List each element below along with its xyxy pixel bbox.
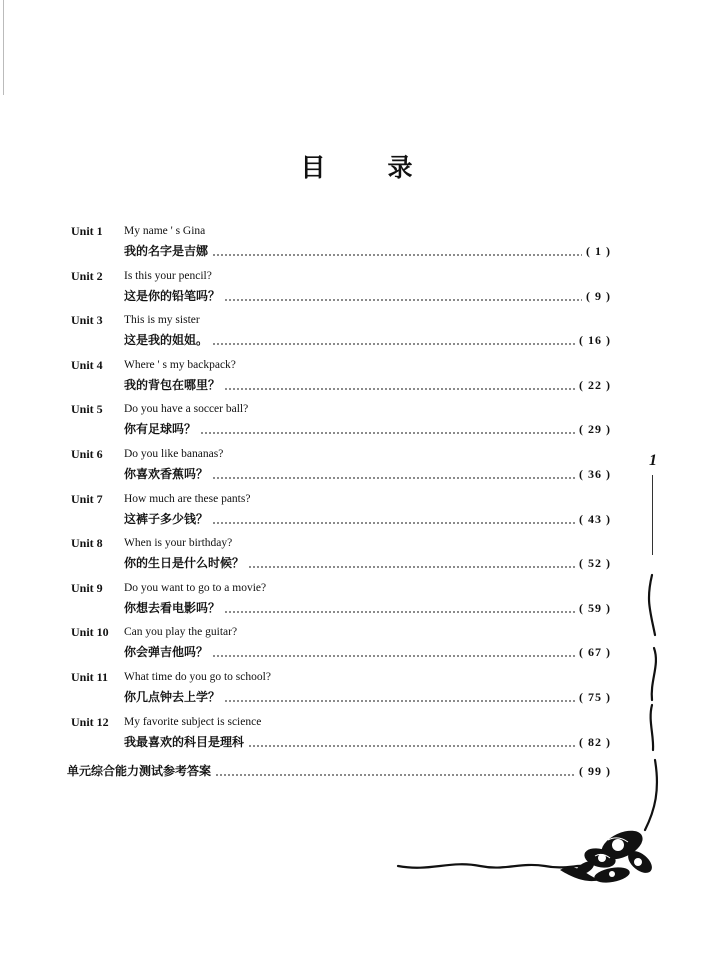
unit-english-title: Can you play the guitar? — [124, 626, 238, 639]
unit-page-number: ( 75 ) — [579, 690, 611, 704]
unit-label: Unit 9 — [71, 580, 103, 595]
unit-label: Unit 1 — [71, 224, 103, 238]
unit-english-title: My favorite subject is science — [124, 715, 262, 728]
unit-english-title: What time do you go to school? — [124, 671, 271, 683]
unit-chinese-title: 这是我的姐姐。 — [124, 333, 209, 348]
unit-label: Unit 2 — [71, 268, 103, 283]
unit-chinese-title: 我的背包在哪里？ — [124, 377, 221, 392]
unit-chinese-title: 我最喜欢的科目是理科 — [124, 734, 245, 749]
unit-english-title: Do you have a soccer ball? — [124, 403, 249, 416]
unit-english-title: Where ' s my backpack? — [124, 358, 236, 371]
unit-chinese-title: 你想去看电影吗？ — [124, 600, 221, 615]
unit-page-number: ( 22 ) — [579, 377, 611, 392]
unit-english-title: Do you want to go to a movie? — [124, 581, 267, 594]
unit-label: Unit 3 — [71, 313, 103, 328]
unit-page-number: ( 52 ) — [579, 556, 611, 571]
unit-chinese-title: 你有足球吗？ — [124, 422, 197, 437]
unit-page-number: ( 67 ) — [579, 645, 611, 660]
unit-page-number: ( 43 ) — [579, 511, 611, 526]
title-char-1: 目 — [300, 153, 326, 182]
unit-label: Unit 6 — [71, 447, 103, 461]
unit-label: Unit 7 — [71, 491, 103, 506]
unit-chinese-title: 这裤子多少钱？ — [124, 511, 209, 526]
unit-page-number: ( 59 ) — [579, 600, 611, 615]
unit-label: Unit 10 — [71, 625, 109, 640]
unit-label: Unit 8 — [71, 536, 103, 551]
answers-title: 单元综合能力测试参考答案 — [67, 764, 212, 778]
unit-page-number: ( 36 ) — [579, 467, 611, 481]
unit-chinese-title: 你的生日是什么时候？ — [124, 556, 245, 571]
unit-english-title: Do you like bananas? — [124, 448, 224, 460]
unit-chinese-title: 你几点钟去上学？ — [124, 690, 221, 704]
unit-label: Unit 12 — [71, 714, 109, 729]
unit-english-title: My name ' s Gina — [124, 225, 206, 237]
unit-chinese-title: 你喜欢香蕉吗？ — [124, 467, 209, 481]
page-number: 1 — [649, 452, 657, 469]
unit-page-number: ( 82 ) — [579, 734, 611, 749]
unit-english-title: When is your birthday? — [124, 537, 233, 550]
unit-label: Unit 4 — [71, 357, 103, 372]
unit-chinese-title: 这是你的铅笔吗？ — [124, 288, 221, 303]
unit-page-number: ( 16 ) — [579, 333, 611, 348]
unit-english-title: Is this your pencil? — [124, 269, 212, 282]
answers-page: ( 99 ) — [579, 764, 611, 778]
unit-page-number: ( 29 ) — [579, 422, 611, 437]
unit-chinese-title: 你会弹吉他吗？ — [124, 645, 209, 660]
unit-chinese-title: 我的名字是吉娜 — [124, 244, 209, 258]
unit-english-title: How much are these pants? — [124, 492, 251, 505]
unit-label: Unit 5 — [71, 402, 103, 417]
unit-page-number: ( 9 ) — [586, 288, 611, 303]
unit-label: Unit 11 — [71, 670, 109, 684]
unit-english-title: This is my sister — [124, 314, 200, 327]
title-char-2: 录 — [387, 153, 413, 182]
unit-page-number: ( 1 ) — [586, 244, 611, 258]
